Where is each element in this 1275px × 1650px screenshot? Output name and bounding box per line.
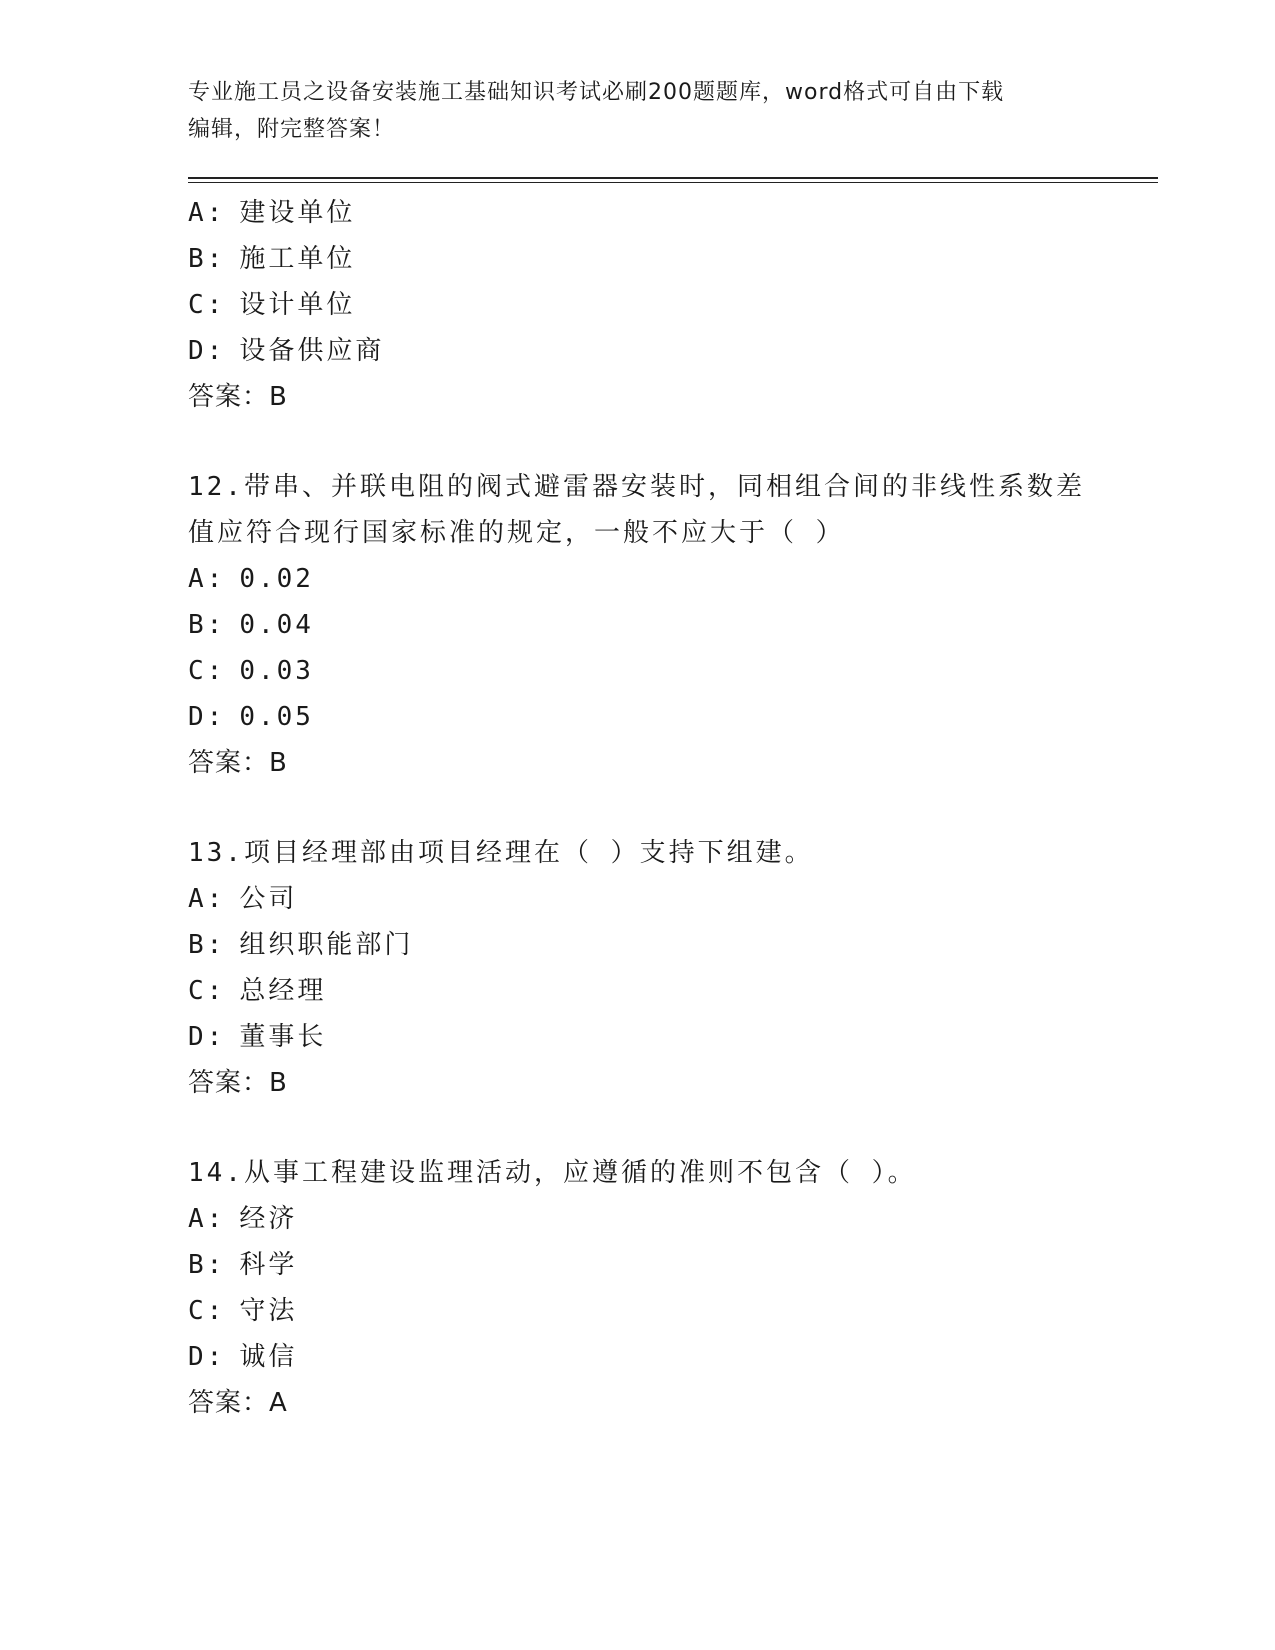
header-line-1: 专业施工员之设备安装施工基础知识考试必刷200题题库，word格式可自由下载 [188, 80, 1005, 105]
document-header [188, 74, 1088, 148]
option-a: A: 经济 [188, 1204, 298, 1234]
question-block-14 [188, 1150, 1158, 1426]
question-text-line-1: 12.带串、并联电阻的阀式避雷器安装时，同相组合间的非线性系数差 [188, 472, 1085, 502]
option-d: D: 0.05 [188, 702, 314, 732]
answer-line: 答案：B [188, 382, 288, 412]
answer-line: 答案：B [188, 1068, 288, 1098]
option-d: D: 设备供应商 [188, 336, 385, 366]
option-b: B: 施工单位 [188, 244, 356, 274]
option-d: D: 董事长 [188, 1022, 327, 1052]
option-a: A: 公司 [188, 884, 298, 914]
option-b: B: 0.04 [188, 610, 314, 640]
header-divider-thick [188, 177, 1158, 179]
header-line-2: 编辑，附完整答案！ [188, 117, 396, 142]
option-a: A: 0.02 [188, 564, 314, 594]
option-a: A: 建设单位 [188, 198, 356, 228]
option-c: C: 0.03 [188, 656, 314, 686]
question-text-line-1: 14.从事工程建设监理活动，应遵循的准则不包含（ ）。 [188, 1158, 917, 1188]
option-d: D: 诚信 [188, 1342, 298, 1372]
question-list [188, 190, 1158, 1426]
question-block-12 [188, 464, 1158, 786]
question-block-11 [188, 190, 1158, 420]
question-block-13 [188, 830, 1158, 1106]
option-c: C: 总经理 [188, 976, 327, 1006]
option-c: C: 设计单位 [188, 290, 356, 320]
question-text-line-2: 值应符合现行国家标准的规定，一般不应大于（ ） [188, 518, 845, 548]
option-b: B: 科学 [188, 1250, 298, 1280]
answer-line: 答案：A [188, 1388, 288, 1418]
option-c: C: 守法 [188, 1296, 298, 1326]
question-text-line-1: 13.项目经理部由项目经理在（ ）支持下组建。 [188, 838, 814, 868]
option-b: B: 组织职能部门 [188, 930, 414, 960]
answer-line: 答案：B [188, 748, 288, 778]
header-divider-thin [188, 182, 1158, 183]
